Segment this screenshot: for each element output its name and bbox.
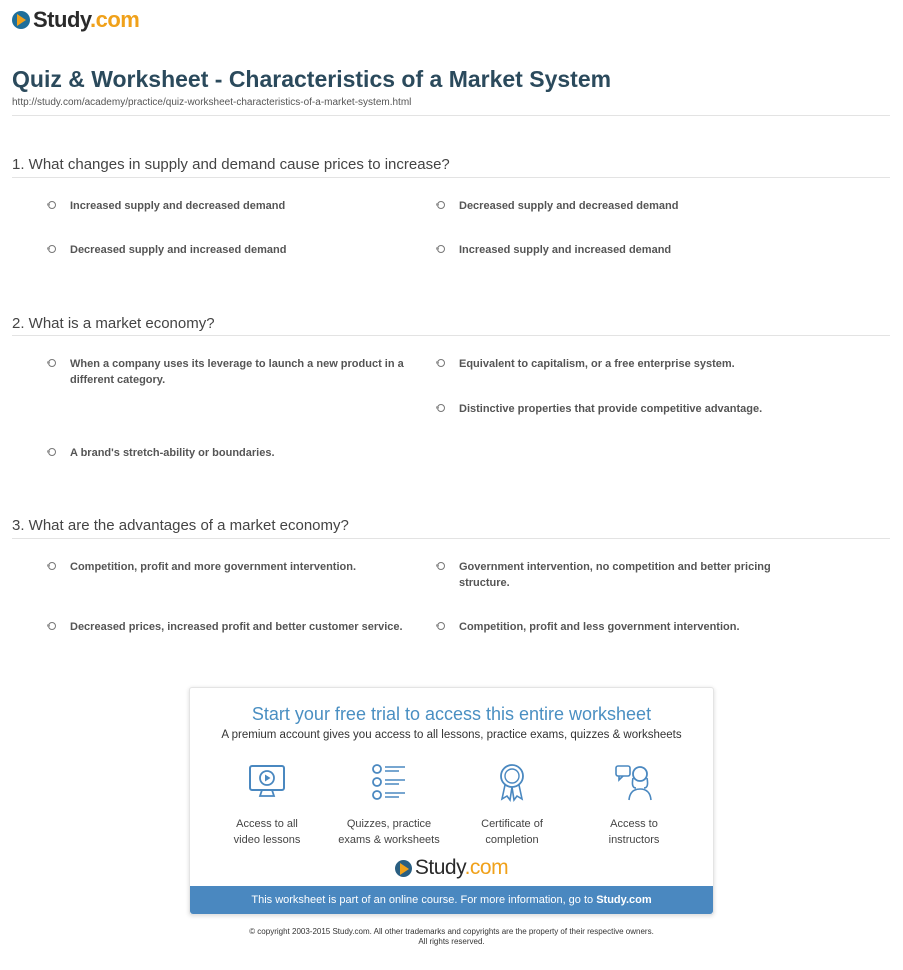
feature-instructors bbox=[574, 762, 694, 848]
question-3: 3. What are the advantages of a market economy? bbox=[12, 517, 349, 534]
feature-label: Access to bbox=[610, 818, 658, 830]
radio-icon[interactable] bbox=[48, 448, 56, 456]
answer-option[interactable]: Increased supply and decreased demand bbox=[70, 198, 430, 214]
page-url: http://study.com/academy/practice/quiz-worksheet-characteristics-of-a-market-system.html bbox=[12, 97, 412, 108]
feature-certificate bbox=[452, 762, 572, 848]
radio-icon[interactable] bbox=[437, 245, 445, 253]
divider bbox=[12, 115, 890, 116]
answer-option[interactable]: Distinctive properties that provide competitive advantage. bbox=[459, 401, 819, 417]
question-2: 2. What is a market economy? bbox=[12, 315, 215, 332]
answer-option[interactable]: A brand's stretch-ability or boundaries. bbox=[70, 445, 430, 461]
radio-icon[interactable] bbox=[437, 201, 445, 209]
radio-icon[interactable] bbox=[437, 562, 445, 570]
feature-label: Certificate of bbox=[481, 818, 543, 830]
answer-option[interactable]: Equivalent to capitalism, or a free enterprise system. bbox=[459, 356, 819, 372]
certificate-icon bbox=[492, 762, 532, 802]
copyright-footer bbox=[0, 927, 903, 947]
answer-option[interactable]: Decreased supply and increased demand bbox=[70, 242, 430, 258]
play-logo-icon bbox=[12, 11, 30, 29]
page-title: Quiz & Worksheet - Characteristics of a Market System bbox=[12, 66, 612, 92]
radio-icon[interactable] bbox=[48, 359, 56, 367]
instructor-chat-icon bbox=[614, 762, 654, 802]
radio-icon[interactable] bbox=[48, 562, 56, 570]
question-1: 1. What changes in supply and demand cause prices to increase? bbox=[12, 156, 450, 173]
logo-text: Study.com bbox=[33, 7, 140, 32]
divider bbox=[12, 335, 890, 336]
answer-option[interactable]: When a company uses its leverage to launch a new product in a different category. bbox=[70, 356, 430, 388]
banner-text: This worksheet is part of an online course. For more information, go to bbox=[251, 894, 597, 906]
feature-label: exams & worksheets bbox=[338, 834, 440, 846]
answer-option[interactable]: Decreased prices, increased profit and better customer service. bbox=[70, 619, 430, 635]
worksheet-list-icon bbox=[369, 762, 409, 802]
feature-quizzes bbox=[329, 762, 449, 848]
divider bbox=[12, 177, 890, 178]
rights-text: All rights reserved. bbox=[418, 937, 485, 946]
promo-title[interactable]: Start your free trial to access this entire worksheet bbox=[251, 704, 652, 724]
radio-icon[interactable] bbox=[48, 245, 56, 253]
answer-option[interactable]: Competition, profit and less government intervention. bbox=[459, 619, 819, 635]
feature-label: Quizzes, practice bbox=[346, 818, 432, 830]
copyright-text: © copyright 2003-2015 Study.com. All other trademarks and copyrights are the property of their respective owners. bbox=[249, 927, 654, 936]
answer-option[interactable]: Competition, profit and more government intervention. bbox=[70, 559, 430, 575]
logo-text: Study.com bbox=[414, 856, 509, 879]
course-info-banner bbox=[190, 886, 713, 914]
radio-icon[interactable] bbox=[48, 201, 56, 209]
radio-icon[interactable] bbox=[437, 404, 445, 412]
video-lesson-icon bbox=[247, 762, 287, 802]
feature-label: Access to all bbox=[236, 818, 298, 830]
card-study-logo[interactable] bbox=[190, 856, 713, 880]
feature-label: completion bbox=[485, 834, 539, 846]
answer-option[interactable]: Increased supply and increased demand bbox=[459, 242, 819, 258]
divider bbox=[12, 538, 890, 539]
radio-icon[interactable] bbox=[437, 622, 445, 630]
banner-link[interactable]: Study.com bbox=[596, 894, 652, 906]
feature-video-lessons bbox=[207, 762, 327, 848]
promo-subtitle: A premium account gives you access to all lessons, practice exams, quizzes & worksheets bbox=[221, 729, 682, 741]
feature-label: instructors bbox=[608, 834, 660, 846]
radio-icon[interactable] bbox=[48, 622, 56, 630]
answer-option[interactable]: Government intervention, no competition and better pricing structure. bbox=[459, 559, 819, 591]
radio-icon[interactable] bbox=[437, 359, 445, 367]
answer-option[interactable]: Decreased supply and decreased demand bbox=[459, 198, 819, 214]
free-trial-card[interactable] bbox=[189, 687, 714, 915]
feature-label: video lessons bbox=[233, 834, 301, 846]
study-logo[interactable] bbox=[12, 7, 139, 33]
play-logo-icon bbox=[395, 860, 412, 877]
